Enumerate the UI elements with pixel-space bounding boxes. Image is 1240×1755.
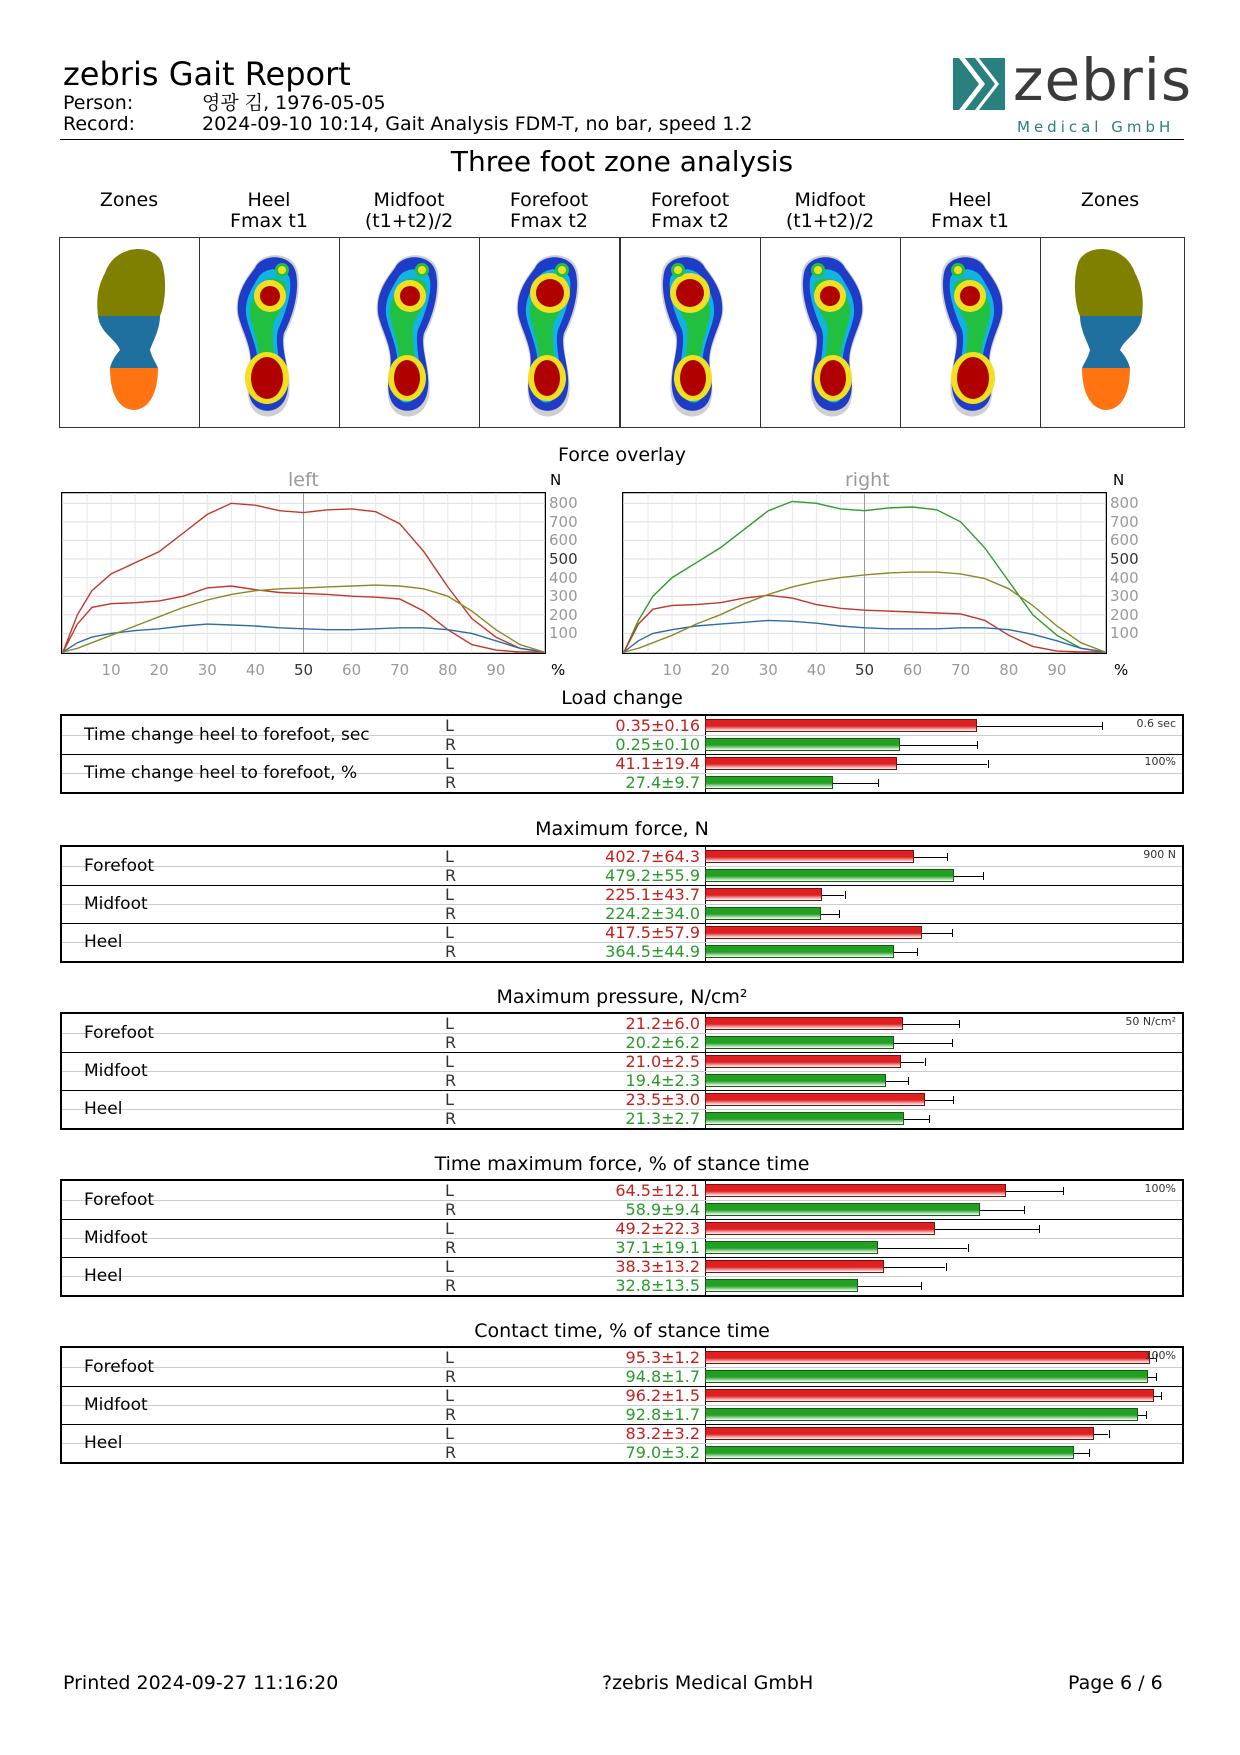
zone-col-2-line1: Midfoot — [373, 189, 445, 211]
metric-table-1 — [60, 845, 1184, 963]
value-R: 20.2±6.2 — [625, 1033, 700, 1052]
error-bar-R — [821, 914, 839, 915]
y-tick-label: 400 — [1110, 568, 1139, 587]
error-cap-R — [1089, 1449, 1090, 1457]
error-cap-L — [952, 929, 953, 937]
zebris-logo — [953, 46, 1193, 136]
error-cap-R — [921, 1282, 922, 1290]
bar-R — [705, 945, 894, 958]
x-tick-label: 50 — [854, 661, 875, 679]
person-value: 영광 김, 1976-05-05 — [202, 92, 386, 114]
side-label-R: R — [445, 1071, 457, 1090]
value-L: 95.3±1.2 — [625, 1348, 700, 1367]
value-L: 21.2±6.0 — [625, 1014, 700, 1033]
force-chart-right — [622, 492, 1107, 654]
zones-map-icon — [1041, 238, 1180, 427]
bar-R — [705, 869, 954, 882]
error-bar-R — [858, 1286, 921, 1287]
value-R: 21.3±2.7 — [625, 1109, 700, 1128]
zone-col-6-line2: Fmax t1 — [931, 210, 1009, 232]
error-cap-L — [845, 891, 846, 899]
side-label-L: L — [445, 923, 454, 942]
x-tick-label: 90 — [1047, 661, 1067, 679]
y-tick-label: 200 — [1110, 605, 1139, 624]
row-half-divider — [705, 1200, 1182, 1201]
error-cap-L — [1102, 722, 1103, 730]
side-label-L: L — [445, 885, 454, 904]
bar-L — [705, 1222, 935, 1235]
side-label-R: R — [445, 904, 457, 923]
error-cap-L — [925, 1058, 926, 1066]
x-tick-label: 30 — [197, 661, 217, 679]
row-half-divider — [705, 1443, 1182, 1444]
row-label: Heel — [84, 1099, 123, 1119]
error-bar-L — [977, 726, 1102, 727]
y-tick-label: 600 — [549, 531, 578, 550]
zone-col-2-line2: (t1+t2)/2 — [364, 210, 454, 232]
side-label-L: L — [445, 1386, 454, 1405]
row-label: Forefoot — [84, 1357, 155, 1377]
zebris-logo-mark-icon — [953, 58, 1013, 114]
side-label-R: R — [445, 1200, 457, 1219]
side-label-L: L — [445, 1181, 454, 1200]
value-L: 402.7±64.3 — [605, 847, 700, 866]
chart-left-label: left — [288, 469, 319, 491]
error-cap-L — [1039, 1225, 1040, 1233]
error-bar-R — [1138, 1415, 1146, 1416]
force-overlay-title: Force overlay — [558, 444, 686, 466]
bar-L — [705, 1389, 1154, 1402]
value-R: 224.2±34.0 — [605, 904, 700, 923]
side-label-R: R — [445, 1443, 457, 1462]
bar-L — [705, 1260, 884, 1273]
row-half-divider — [705, 904, 1182, 905]
foot-image-grid — [59, 237, 1185, 428]
error-bar-R — [904, 1119, 929, 1120]
bar-L — [705, 1351, 1150, 1364]
error-bar-L — [1006, 1191, 1063, 1192]
error-cap-L — [1063, 1187, 1064, 1195]
header-divider — [60, 139, 1184, 140]
y-tick-label: 100 — [1110, 624, 1139, 643]
error-bar-R — [894, 1043, 952, 1044]
error-bar-R — [1148, 1377, 1156, 1378]
side-label-L: L — [445, 1219, 454, 1238]
error-cap-R — [878, 779, 879, 787]
side-label-R: R — [445, 773, 457, 792]
error-cap-R — [952, 1039, 953, 1047]
error-cap-R — [1024, 1206, 1025, 1214]
value-L: 38.3±13.2 — [615, 1257, 700, 1276]
x-tick-label: 30 — [758, 661, 778, 679]
bar-L — [705, 926, 922, 939]
y-tick-label: 800 — [549, 494, 578, 513]
zone-col-0-line1: Zones — [99, 189, 159, 211]
value-L: 23.5±3.0 — [625, 1090, 700, 1109]
metric-title-1: Maximum force, N — [535, 818, 709, 840]
printed-timestamp: Printed 2024-09-27 11:16:20 — [63, 1672, 339, 1694]
zone-col-5-line1: Midfoot — [794, 189, 866, 211]
value-R: 92.8±1.7 — [625, 1405, 700, 1424]
row-half-divider — [705, 1276, 1182, 1277]
zones-map-icon — [60, 238, 199, 427]
zone-col-7-line1: Zones — [1080, 189, 1140, 211]
error-cap-L — [946, 1263, 947, 1271]
error-bar-L — [922, 933, 952, 934]
side-label-R: R — [445, 942, 457, 961]
error-cap-R — [1146, 1411, 1147, 1419]
error-cap-L — [1109, 1430, 1110, 1438]
row-label: Heel — [84, 1433, 123, 1453]
y-tick-label: 100 — [549, 624, 578, 643]
zone-col-6-line1: Heel — [948, 189, 992, 211]
pressure-foot-icon — [901, 238, 1040, 427]
y-tick-label: 800 — [1110, 494, 1139, 513]
pressure-foot-icon — [621, 238, 760, 427]
person-label: Person: — [63, 92, 134, 114]
value-R: 27.4±9.7 — [625, 773, 700, 792]
bar-L — [705, 850, 914, 863]
bar-R — [705, 1408, 1138, 1421]
metric-title-0: Load change — [561, 687, 683, 709]
error-cap-R — [1156, 1373, 1157, 1381]
error-bar-L — [903, 1024, 959, 1025]
error-cap-L — [947, 853, 948, 861]
value-R: 364.5±44.9 — [605, 942, 700, 961]
row-label: Forefoot — [84, 1190, 155, 1210]
bar-L — [705, 888, 822, 901]
side-label-R: R — [445, 1367, 457, 1386]
logo-subtext: Medical GmbH — [1017, 118, 1175, 136]
bar-R — [705, 1036, 894, 1049]
row-label: Midfoot — [84, 1395, 148, 1415]
scale-label: 0.6 sec — [1136, 717, 1176, 730]
chart-left-x-unit: % — [551, 661, 566, 679]
value-R: 19.4±2.3 — [625, 1071, 700, 1090]
pressure-foot-icon — [761, 238, 900, 427]
row-label: Time change heel to forefoot, % — [84, 763, 358, 783]
y-tick-label: 300 — [1110, 587, 1139, 606]
scale-label: 100% — [1144, 1349, 1176, 1362]
side-label-L: L — [445, 847, 454, 866]
side-label-L: L — [445, 1424, 454, 1443]
error-bar-L — [897, 764, 988, 765]
force-chart-left — [61, 492, 546, 654]
chart-left-y-unit: N — [550, 471, 562, 489]
bar-L — [705, 1055, 901, 1068]
x-tick-label: 20 — [710, 661, 730, 679]
row-half-divider — [705, 1071, 1182, 1072]
zone-col-5-line2: (t1+t2)/2 — [785, 210, 875, 232]
row-label: Forefoot — [84, 1023, 155, 1043]
side-label-L: L — [445, 1348, 454, 1367]
metric-table-3 — [60, 1179, 1184, 1297]
value-L: 49.2±22.3 — [615, 1219, 700, 1238]
side-label-L: L — [445, 1257, 454, 1276]
metric-table-2 — [60, 1012, 1184, 1130]
side-label-R: R — [445, 735, 457, 754]
row-label: Midfoot — [84, 894, 148, 914]
row-half-divider — [705, 942, 1182, 943]
value-R: 58.9±9.4 — [625, 1200, 700, 1219]
zone-col-4-line2: Fmax t2 — [651, 210, 729, 232]
x-tick-label: 90 — [486, 661, 506, 679]
bar-R — [705, 907, 821, 920]
row-label: Forefoot — [84, 856, 155, 876]
row-half-divider — [705, 735, 1182, 736]
page-number: Page 6 / 6 — [1068, 1672, 1163, 1694]
zone-col-4-line1: Forefoot — [650, 189, 730, 211]
logo-text: zebris — [1013, 46, 1193, 114]
side-label-R: R — [445, 1109, 457, 1128]
x-tick-label: 40 — [806, 661, 826, 679]
error-cap-L — [953, 1096, 954, 1104]
y-tick-label: 700 — [549, 512, 578, 531]
x-tick-label: 40 — [245, 661, 265, 679]
side-label-L: L — [445, 1014, 454, 1033]
pressure-foot-icon — [200, 238, 339, 427]
error-cap-L — [1161, 1392, 1162, 1400]
error-bar-R — [980, 1210, 1024, 1211]
metric-title-3: Time maximum force, % of stance time — [434, 1153, 810, 1175]
scale-label: 100% — [1144, 755, 1176, 768]
x-tick-label: 20 — [149, 661, 169, 679]
error-bar-R — [878, 1248, 967, 1249]
side-label-L: L — [445, 754, 454, 773]
error-bar-L — [925, 1100, 953, 1101]
row-half-divider — [705, 1405, 1182, 1406]
row-half-divider — [705, 773, 1182, 774]
value-R: 94.8±1.7 — [625, 1367, 700, 1386]
value-L: 0.35±0.16 — [615, 716, 700, 735]
y-tick-label: 500 — [549, 550, 578, 569]
bar-R — [705, 1074, 886, 1087]
error-cap-R — [977, 741, 978, 749]
error-bar-L — [1094, 1434, 1109, 1435]
bar-R — [705, 1112, 904, 1125]
row-half-divider — [705, 1238, 1182, 1239]
side-label-R: R — [445, 1405, 457, 1424]
zone-analysis-title: Three foot zone analysis — [450, 145, 794, 178]
x-tick-label: 10 — [101, 661, 121, 679]
side-label-R: R — [445, 1238, 457, 1257]
y-tick-label: 400 — [549, 568, 578, 587]
error-cap-R — [908, 1077, 909, 1085]
x-tick-label: 60 — [903, 661, 923, 679]
error-cap-R — [968, 1244, 969, 1252]
bar-R — [705, 738, 900, 751]
row-half-divider — [705, 1367, 1182, 1368]
row-half-divider — [705, 1109, 1182, 1110]
row-label: Time change heel to forefoot, sec — [84, 725, 370, 745]
metric-table-4 — [60, 1346, 1184, 1464]
value-R: 479.2±55.9 — [605, 866, 700, 885]
error-bar-R — [900, 745, 978, 746]
scale-label: 100% — [1144, 1182, 1176, 1195]
record-label: Record: — [63, 113, 136, 135]
side-label-R: R — [445, 1276, 457, 1295]
bar-L — [705, 1184, 1006, 1197]
row-half-divider — [705, 866, 1182, 867]
error-bar-L — [822, 895, 845, 896]
row-label: Midfoot — [84, 1061, 148, 1081]
pressure-foot-icon — [340, 238, 479, 427]
value-R: 32.8±13.5 — [615, 1276, 700, 1295]
error-bar-R — [833, 783, 878, 784]
error-cap-R — [839, 910, 840, 918]
metric-title-4: Contact time, % of stance time — [474, 1320, 770, 1342]
error-bar-R — [886, 1081, 908, 1082]
scale-label: 900 N — [1143, 848, 1176, 861]
zone-col-3-line2: Fmax t2 — [510, 210, 588, 232]
y-tick-label: 700 — [1110, 512, 1139, 531]
y-tick-label: 300 — [549, 587, 578, 606]
bar-L — [705, 719, 977, 732]
row-label: Heel — [84, 1266, 123, 1286]
error-bar-R — [1074, 1453, 1089, 1454]
error-bar-R — [894, 952, 917, 953]
chart-right-label: right — [845, 469, 890, 491]
zone-col-3-line1: Forefoot — [509, 189, 589, 211]
x-tick-label: 80 — [438, 661, 458, 679]
bar-R — [705, 776, 833, 789]
report-title: zebris Gait Report — [63, 55, 351, 93]
side-label-R: R — [445, 866, 457, 885]
bar-L — [705, 1017, 903, 1030]
error-bar-L — [884, 1267, 946, 1268]
row-label: Heel — [84, 932, 123, 952]
bar-L — [705, 1427, 1094, 1440]
side-label-L: L — [445, 1052, 454, 1071]
scale-label: 50 N/cm² — [1125, 1015, 1176, 1028]
bar-L — [705, 1093, 925, 1106]
error-bar-L — [914, 857, 947, 858]
value-L: 83.2±3.2 — [625, 1424, 700, 1443]
bar-L — [705, 757, 897, 770]
side-label-R: R — [445, 1033, 457, 1052]
value-L: 41.1±19.4 — [615, 754, 700, 773]
row-half-divider — [705, 1033, 1182, 1034]
error-bar-L — [935, 1229, 1039, 1230]
pressure-foot-icon — [480, 238, 619, 427]
chart-right-y-unit: N — [1113, 471, 1125, 489]
y-tick-label: 200 — [549, 605, 578, 624]
x-tick-label: 80 — [999, 661, 1019, 679]
x-tick-label: 70 — [390, 661, 410, 679]
x-tick-label: 10 — [662, 661, 682, 679]
error-cap-R — [983, 872, 984, 880]
value-R: 37.1±19.1 — [615, 1238, 700, 1257]
bar-R — [705, 1203, 980, 1216]
bar-R — [705, 1241, 878, 1254]
footer-company: ?zebris Medical GmbH — [602, 1672, 814, 1694]
value-L: 96.2±1.5 — [625, 1386, 700, 1405]
error-bar-R — [954, 876, 983, 877]
value-L: 21.0±2.5 — [625, 1052, 700, 1071]
bar-R — [705, 1279, 858, 1292]
error-bar-L — [1154, 1396, 1161, 1397]
zone-col-1-line1: Heel — [247, 189, 291, 211]
value-R: 0.25±0.10 — [615, 735, 700, 754]
error-cap-R — [917, 948, 918, 956]
y-tick-label: 500 — [1110, 550, 1139, 569]
side-label-L: L — [445, 1090, 454, 1109]
x-tick-label: 60 — [342, 661, 362, 679]
value-L: 225.1±43.7 — [605, 885, 700, 904]
value-R: 79.0±3.2 — [625, 1443, 700, 1462]
zone-col-1-line2: Fmax t1 — [230, 210, 308, 232]
error-bar-L — [901, 1062, 924, 1063]
bar-R — [705, 1370, 1148, 1383]
row-label: Midfoot — [84, 1228, 148, 1248]
value-L: 417.5±57.9 — [605, 923, 700, 942]
error-cap-L — [959, 1020, 960, 1028]
y-tick-label: 600 — [1110, 531, 1139, 550]
error-cap-L — [988, 760, 989, 768]
bar-R — [705, 1446, 1074, 1459]
x-tick-label: 70 — [951, 661, 971, 679]
metric-title-2: Maximum pressure, N/cm² — [496, 986, 748, 1008]
metric-table-0 — [60, 714, 1184, 794]
record-value: 2024-09-10 10:14, Gait Analysis FDM-T, no bar, speed 1.2 — [202, 113, 753, 135]
value-L: 64.5±12.1 — [615, 1181, 700, 1200]
chart-right-x-unit: % — [1114, 661, 1129, 679]
error-cap-R — [929, 1115, 930, 1123]
side-label-L: L — [445, 716, 454, 735]
x-tick-label: 50 — [293, 661, 314, 679]
